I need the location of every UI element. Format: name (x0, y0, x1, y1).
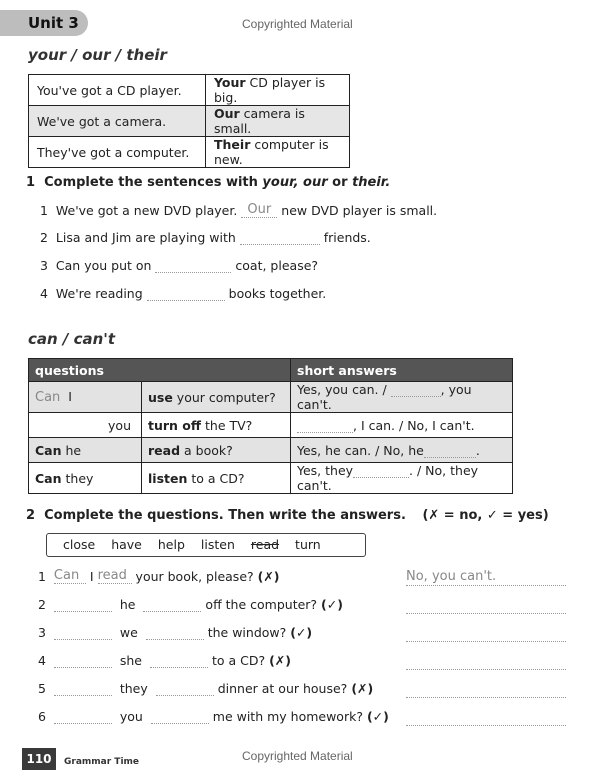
table-cell: Yes, he can. / No, he . (291, 438, 513, 463)
table-row (29, 438, 513, 463)
table-cell: Our camera is small. (206, 106, 350, 137)
exercise2-item: 2 he off the computer? (✓) (38, 597, 343, 612)
exercise1-item: 4 We're reading books together. (40, 286, 327, 301)
copyright-top: Copyrighted Material (242, 17, 353, 31)
answer-field[interactable] (147, 286, 225, 301)
table-cell: use your computer? (142, 382, 291, 413)
answer-field[interactable] (155, 258, 231, 273)
table-cell: , I can. / No, I can't. (291, 413, 513, 438)
exercise2-item: 1 Can I read your book, please? (✗) (38, 568, 280, 584)
table-cell: Can they (29, 463, 142, 494)
unit-tab (0, 10, 88, 36)
table-row (29, 106, 350, 137)
answer-field[interactable]: read (98, 568, 132, 584)
answer-line[interactable] (406, 625, 566, 642)
header-questions: questions (29, 359, 291, 382)
table-row (29, 382, 513, 413)
word-item: listen (200, 537, 235, 552)
exercise1-title: 1 Complete the sentences with your, our or their. (26, 175, 391, 190)
table-row (29, 75, 350, 106)
table-cell: Your CD player is big. (206, 75, 350, 106)
table-cell: read a book? (142, 438, 291, 463)
word-box (46, 533, 366, 557)
section2-heading: can / can't (28, 330, 116, 348)
exercise1-item: 3 Can you put on coat, please? (40, 258, 319, 273)
table-cell: listen to a CD? (142, 463, 291, 494)
exercise2-item: 3 we the window? (✓) (38, 625, 313, 640)
page-number: 110 (22, 748, 56, 770)
key-legend: (✗ = no, ✓ = yes) (422, 508, 549, 523)
possessive-table (28, 74, 350, 168)
header-short-answers: short answers (291, 359, 513, 382)
exercise2-item: 4 she to a CD? (✗) (38, 653, 291, 668)
answer-line[interactable] (406, 709, 566, 726)
answer-line[interactable] (406, 681, 566, 698)
table-cell: turn off the TV? (142, 413, 291, 438)
exercise2-title: 2 Complete the questions. Then write the answers. (✗ = no, ✓ = yes) (26, 508, 549, 523)
table-cell: Yes, you can. / , you can't. (291, 382, 513, 413)
word-item: close (63, 537, 96, 552)
exercise2-item: 6 you me with my homework? (✓) (38, 709, 389, 724)
word-item: turn (295, 537, 321, 552)
unit-label: Unit 3 (28, 14, 79, 32)
table-cell: you (29, 413, 142, 438)
answer-line[interactable]: No, you can't. (406, 569, 566, 586)
answer-field[interactable] (240, 230, 320, 245)
table-cell: Can I (29, 382, 142, 413)
answer-field[interactable]: Our (241, 202, 277, 218)
word-item: have (111, 537, 142, 552)
table-row (29, 463, 513, 494)
word-item-used: read (250, 537, 280, 552)
word-item: help (157, 537, 185, 552)
answer-line[interactable] (406, 597, 566, 614)
table-row (29, 137, 350, 168)
answer-field[interactable]: Can (54, 568, 86, 584)
answer-line[interactable] (406, 653, 566, 670)
can-table (28, 358, 513, 494)
book-title: Grammar Time (64, 757, 140, 767)
table-cell: We've got a camera. (29, 106, 206, 137)
table-row (29, 413, 513, 438)
table-cell: You've got a CD player. (29, 75, 206, 106)
section1-heading: your / our / their (28, 46, 167, 64)
exercise1-item: 2 Lisa and Jim are playing with friends. (40, 230, 371, 245)
table-cell: Their computer is new. (206, 137, 350, 168)
table-cell: Yes, they . / No, they can't. (291, 463, 513, 494)
table-cell: They've got a computer. (29, 137, 206, 168)
exercise2-item: 5 they dinner at our house? (✗) (38, 681, 374, 696)
copyright-bottom: Copyrighted Material (242, 749, 353, 763)
table-cell: Can he (29, 438, 142, 463)
exercise1-item: 1 We've got a new DVD player. Our new DVD player is small. (40, 202, 438, 218)
table-header-row (29, 359, 513, 382)
